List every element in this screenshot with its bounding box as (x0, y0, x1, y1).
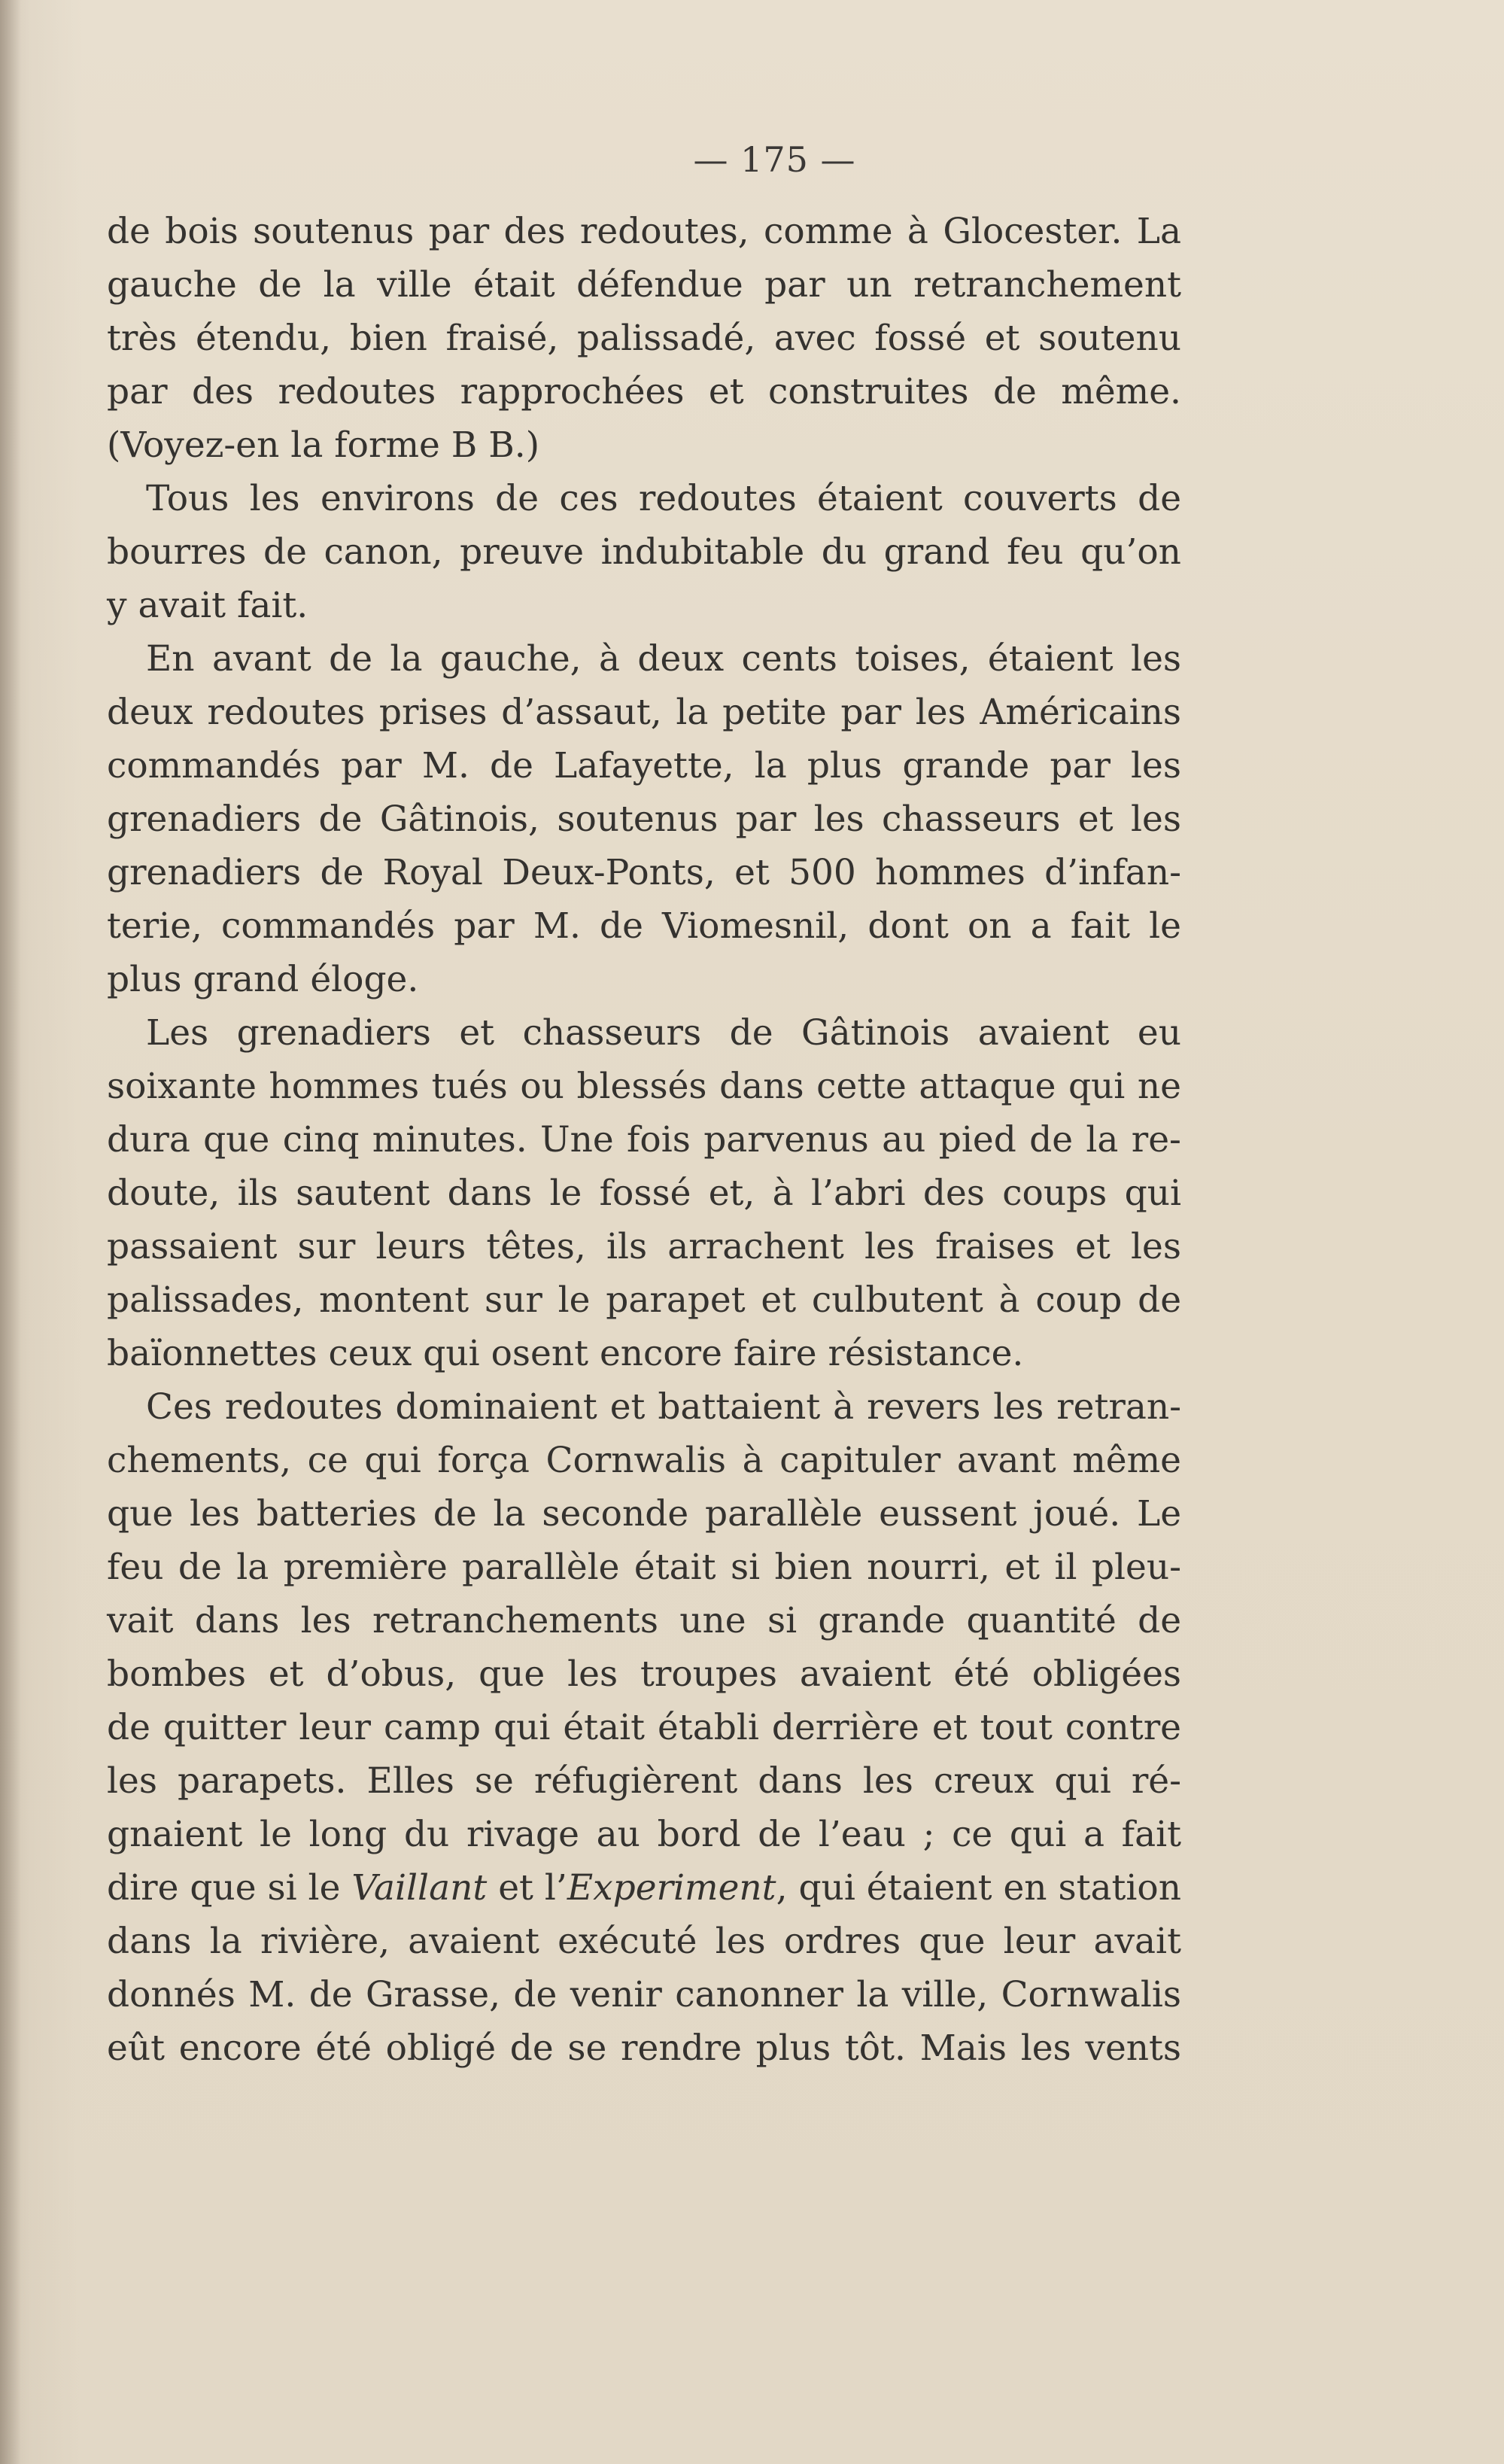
text-segment: , qui étaient en station (776, 1867, 1181, 1909)
text-line: deux redoutes prises d’assaut, la petite par les Américains (107, 692, 1182, 733)
text-line: terie, commandés par M. de Viomesnil, dont on a fait le (107, 905, 1181, 947)
text-line: soixante hommes tués ou blessés dans cette attaque qui ne (107, 1066, 1181, 1107)
text-line: très étendu, bien fraisé, palissadé, avec fossé et soutenu (107, 318, 1182, 359)
ship-name-vaillant: Vaillant (351, 1867, 488, 1909)
text-line: grenadiers de Gâtinois, soutenus par les chasseurs et les (107, 799, 1181, 840)
text-line: Ces redoutes dominaient et battaient à revers les retran- (146, 1386, 1182, 1428)
text-line: vait dans les retranchements une si grande quantité de (107, 1600, 1182, 1641)
text-line: baïonnettes ceux qui osent encore faire résistance. (107, 1333, 1024, 1374)
text-line: Tous les environs de ces redoutes étaient couverts de (146, 478, 1182, 519)
text-line: doute, ils sautent dans le fossé et, à l’abri des coups qui (107, 1173, 1181, 1214)
text-line: dura que cinq minutes. Une fois parvenus au pied de la re- (107, 1119, 1181, 1161)
text-line: bourres de canon, preuve indubitable du grand feu qu’on (107, 531, 1181, 573)
text-line: commandés par M. de Lafayette, la plus grande par les (107, 745, 1181, 786)
text-line: que les batteries de la seconde parallèle eussent joué. Le (107, 1493, 1182, 1535)
ship-name-experiment: Experiment (567, 1867, 776, 1909)
page-number (0, 139, 1504, 192)
page-number-text: — 175 — (693, 139, 856, 180)
text-line: (Voyez-en la forme B B.) (107, 424, 540, 466)
text-line: eût encore été obligé de se rendre plus tôt. Mais les vents (107, 2027, 1182, 2069)
text-line: grenadiers de Royal Deux-Ponts, et 500 hommes d’infan- (107, 852, 1181, 893)
text-line: dans la rivière, avaient exécuté les ordres que leur avait (107, 1921, 1181, 1962)
text-line: y avait fait. (107, 585, 308, 626)
text-line: passaient sur leurs têtes, ils arrachent les fraises et les (107, 1226, 1181, 1267)
text-line: gauche de la ville était défendue par un retranchement (107, 264, 1181, 306)
text-line: plus grand éloge. (107, 959, 419, 1000)
text-line: Les grenadiers et chasseurs de Gâtinois avaient eu (146, 1012, 1181, 1054)
body-text (107, 205, 1181, 2075)
text-line: gnaient le long du rivage au bord de l’eau ; ce qui a fait (107, 1814, 1182, 1855)
gutter-shadow (0, 0, 21, 2464)
text-line-mixed (107, 1861, 1181, 1915)
text-line: chements, ce qui força Cornwalis à capituler avant même (107, 1440, 1181, 1481)
text-line: palissades, montent sur le parapet et culbutent à coup de (107, 1279, 1182, 1321)
text-line: En avant de la gauche, à deux cents toises, étaient les (146, 638, 1182, 680)
text-line: bombes et d’obus, que les troupes avaient été obligées (107, 1653, 1182, 1695)
text-line: de bois soutenus par des redoutes, comme à Glocester. La (107, 211, 1181, 252)
text-segment: et l’ (487, 1867, 567, 1909)
text-line: de quitter leur camp qui était établi derrière et tout contre (107, 1707, 1181, 1748)
text-segment: dire que si le (107, 1867, 352, 1909)
text-line: les parapets. Elles se réfugièrent dans les creux qui ré- (107, 1760, 1181, 1802)
text-line: feu de la première parallèle était si bien nourri, et il pleu- (107, 1547, 1182, 1588)
text-line: donnés M. de Grasse, de venir canonner la ville, Cornwalis (107, 1974, 1182, 2015)
text-line: par des redoutes rapprochées et construites de même. (107, 371, 1181, 412)
